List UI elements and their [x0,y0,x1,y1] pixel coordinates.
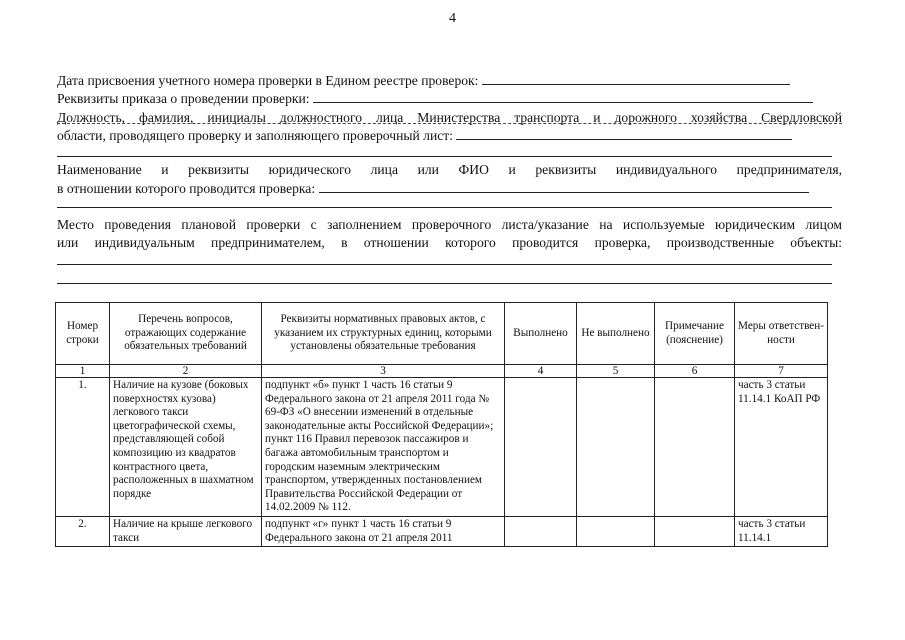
row-done-cell[interactable] [505,378,577,517]
entity-blank[interactable] [319,191,809,193]
column-index-row [56,365,828,378]
inspector-label-line2: области, проводящего проверку и заполняющего проверочный лист: [57,128,453,143]
col-index: 7 [735,365,828,378]
col-header-number: Номер строки [56,303,110,365]
row-acts: подпункт «б» пункт 1 часть 16 статьи 9 Федерального закона от 21 апреля 2011 года № 69-ФЗ «О внесении изменений в отдельные законодательные акты Российской Федерации»; пункт 116 Правил перевозок пассажиров и багажа автомобильным транспортом и городским наземным электрическим транспортом, утвержденных постановлением Правительства Российской Федерации от 14.02.2009 № 112. [262,378,505,517]
row-done-cell[interactable] [505,516,577,546]
row-number: 1. [56,378,110,517]
blank-line-2[interactable] [57,207,832,208]
row-question: Наличие на кузове (боковых поверхностях кузова) легкового такси цветографической схемы, представляющей собой композицию из квадратов контрастного цвета, расположенных в шахматном порядке [110,378,262,517]
order-details-blank[interactable] [313,101,813,103]
location-label-line1: Место проведения плановой проверки с заполнением проверочного листа/указание на используемые юридическим лицом [57,217,842,232]
registry-date-field [57,72,842,90]
order-details-field [57,90,842,108]
col-header-done: Выполнено [505,303,577,365]
col-index: 2 [110,365,262,378]
order-details-label: Реквизиты приказа о проведении проверки: [57,91,310,106]
entity-label-line1: Наименование и реквизиты юридического лица или ФИО и реквизиты индивидуального предпринимателя, [57,162,842,177]
row-not-done-cell[interactable] [577,516,655,546]
col-index: 5 [577,365,655,378]
blank-line-3[interactable] [57,264,832,265]
registry-date-blank[interactable] [482,83,790,85]
location-label-line2: или индивидуальным предпринимателем, в отношении которого проводится проверка, производственные объекты: [57,235,842,250]
blank-line-1[interactable] [57,156,832,157]
table-row [56,378,828,517]
entity-field-line2 [57,180,842,198]
table-row [56,516,828,546]
row-measures: часть 3 статьи 11.14.1 [735,516,828,546]
row-note-cell[interactable] [655,378,735,517]
entity-label-line2: в отношении которого проводится проверка: [57,181,316,196]
col-header-measures: Меры ответствен-ности [735,303,828,365]
col-index: 4 [505,365,577,378]
col-header-note: Примечание (пояснение) [655,303,735,365]
row-note-cell[interactable] [655,516,735,546]
inspector-blank[interactable] [456,138,792,140]
page-number: 4 [449,11,456,26]
col-header-not-done: Не выполнено [577,303,655,365]
table-header-row [56,303,828,365]
registry-date-label: Дата присвоения учетного номера проверки в Едином реестре проверок: [57,73,479,88]
entity-field-line1 [57,161,842,179]
location-field-line1 [57,216,842,234]
col-index: 3 [262,365,505,378]
col-header-questions: Перечень вопросов, отражающих содержание обязательных требований [110,303,262,365]
location-field-line2 [57,234,842,252]
row-acts: подпункт «г» пункт 1 часть 16 статьи 9 Федерального закона от 21 апреля 2011 [262,516,505,546]
row-question: Наличие на крыше легкового такси [110,516,262,546]
row-measures: часть 3 статьи 11.14.1 КоАП РФ [735,378,828,517]
checklist-table [55,302,828,547]
blank-line-4[interactable] [57,283,832,284]
col-header-acts: Реквизиты нормативных правовых актов, с указанием их структурных единиц, которыми установлены обязательные требования [262,303,505,365]
col-index: 1 [56,365,110,378]
inspector-label-line1: Должность, фамилия, инициалы должностного лица Министерства транспорта и дорожного хозяйства Свердловской [57,110,842,125]
col-index: 6 [655,365,735,378]
inspector-field-line1 [57,109,842,127]
strike-dashes [57,123,842,124]
row-not-done-cell[interactable] [577,378,655,517]
inspector-field-line2 [57,127,842,145]
row-number: 2. [56,516,110,546]
